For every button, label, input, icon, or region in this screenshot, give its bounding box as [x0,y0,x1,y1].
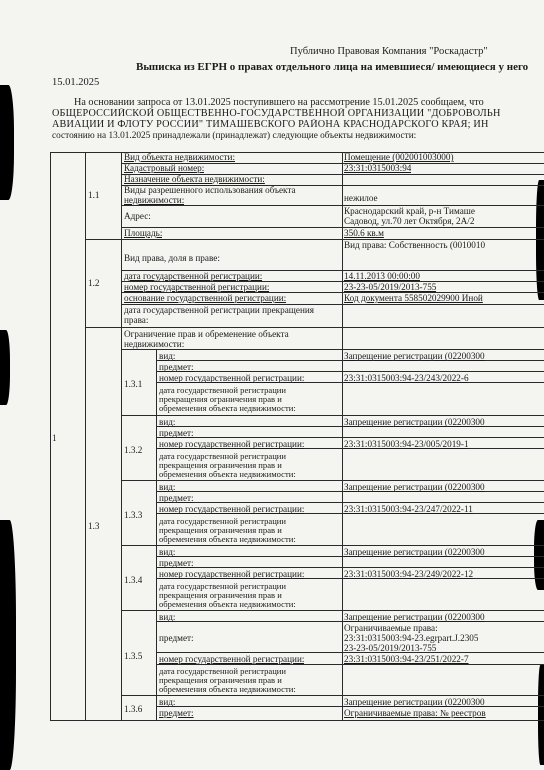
intro-line: АВИАЦИИ И ФЛОТУ РОССИИ" ТИМАШЕВСКОГО РАЙОНА КРАСНОДАРСКОГО КРАЯ; ИН [52,119,489,131]
entry-reg-number-value: 23:31:0315003:94-23/247/2022-11 [344,505,473,514]
entry-reg-number-value: 23:31:0315003:94-23/249/2022-12 [344,570,474,579]
cadastral-label: Кадастровый номер: [124,164,205,173]
table-rule [121,205,544,206]
object-type-value: Помещение (002001003000) [344,153,454,162]
entry-subject-value: Ограничиваемые права: [344,624,438,633]
entry-reg-number-label: номер государственной регистрации: [159,374,305,383]
address-value: Садовод, ул.70 лет Октября, 2А/2 [344,217,475,226]
table-rule [85,152,86,720]
entry-kind-value: Запрещение регистрации (02200300 [344,548,485,557]
entry-number: 1.3.6 [124,705,143,714]
reg-date-value: 14.11.2013 00:00:00 [344,272,420,281]
table-rule [156,502,544,503]
object-type-label: Вид объекта недвижимости: [124,153,235,162]
right-value: Вид права: Собственность (0010010 [344,241,486,250]
table-rule [121,270,544,271]
table-rule [121,349,544,350]
entry-termination-label: обременения объекта недвижимости: [159,685,296,694]
entry-kind-value: Запрещение регистрации (02200300 [344,698,485,707]
reg-date-label: дата государственной регистрации: [124,272,263,281]
entry-kind-value: Запрещение регистрации (02200300 [344,352,485,361]
entry-subject-value: 23-23-05/2019/2013-755 [344,644,437,653]
permitted-use-label: Виды разрешенного использования объекта [124,186,296,195]
table-rule [156,371,544,372]
entry-reg-number-label: номер государственной регистрации: [159,570,305,579]
rights-table [50,152,544,722]
entry-termination-label: обременения объекта недвижимости: [159,404,296,413]
table-rule [121,304,544,305]
intro-line: На основании запроса от 13.01.2025 поступившего на рассмотрение 15.01.2025 сообщаем, что [74,97,484,108]
entry-kind-value: Запрещение регистрации (02200300 [344,613,485,622]
entry-termination-label: дата государственной регистрации [159,667,287,676]
table-rule [121,610,544,611]
intro-line: ОБЩЕРОССИЙСКОЙ ОБЩЕСТВЕННО-ГОСУДАРСТВЕННОЙ ОРГАНИЗАЦИИ "ДОБРОВОЛЬН [52,108,501,120]
entry-subject-value: Ограничиваемые права: № реестров [344,709,486,718]
permitted-use-label: недвижимости: [124,196,185,205]
entry-kind-label: вид: [159,548,176,557]
area-label: Площадь: [124,229,163,238]
entry-termination-label: прекращения ограничения прав и [159,676,282,685]
reg-number-label: номер государственной регистрации: [124,283,270,292]
entry-reg-number-value: 23:31:0315003:94-23/005/2019-1 [344,440,469,449]
entry-termination-label: прекращения ограничения прав и [159,591,282,600]
table-rule [50,152,51,720]
entry-number: 1.3.4 [124,576,143,585]
table-rule [342,152,343,720]
table-rule [85,327,544,328]
scan-shadow-left [0,85,14,200]
entry-kind-label: вид: [159,418,176,427]
document-title: Выписка из ЕГРН о правах отдельного лица на имевшиеся/ имеющиеся у него [136,61,529,73]
termination-label: права: [124,316,149,325]
address-label: Адрес: [124,212,151,221]
right-label: Вид права, доля в праве: [124,254,220,263]
row-number: 1 [52,434,57,443]
entry-kind-label: вид: [159,613,176,622]
entry-number: 1.3.1 [124,380,143,389]
entry-subject-label: предмет: [159,559,194,568]
table-rule [121,227,544,228]
entry-reg-number-value: 23:31:0315003:94-23/251/2022-7 [344,655,469,664]
entry-termination-label: прекращения ограничения прав и [159,461,282,470]
entry-kind-label: вид: [159,483,176,492]
permitted-use-value: нежилое [344,194,378,203]
purpose-label: Назначение объекта недвижимости: [124,175,265,184]
entry-number: 1.3.3 [124,511,143,520]
table-rule [156,695,157,720]
section-number: 1.3 [88,522,100,531]
termination-label: дата государственной регистрации прекращения [124,306,315,315]
section-number: 1.1 [88,191,100,200]
entry-termination-label: дата государственной регистрации [159,517,287,526]
entry-reg-number-label: номер государственной регистрации: [159,655,305,664]
area-value: 350.6 кв.м [344,229,384,238]
table-rule [85,239,544,240]
cadastral-value: 23:31:0315003:94 [344,164,412,173]
table-rule [121,415,544,416]
reg-number-value: 23-23-05/2019/2013-755 [344,283,437,292]
entry-termination-label: прекращения ограничения прав и [159,526,282,535]
scan-shadow-left [0,520,16,770]
entry-termination-label: дата государственной регистрации [159,452,287,461]
table-rule [156,437,544,438]
entry-subject-label: предмет: [159,709,194,718]
entry-termination-label: обременения объекта недвижимости: [159,535,296,544]
section-number: 1.2 [88,279,100,288]
entry-number: 1.3.5 [124,652,143,661]
table-rule [156,567,544,568]
entry-subject-label: предмет: [159,363,194,372]
company-name: Публично Правовая Компания "Роскадастр" [290,46,488,57]
entry-subject-label: предмет: [159,634,194,643]
scan-shadow-left [0,330,10,405]
encumbrance-title: Ограничение прав и обременение объекта [124,330,289,339]
entry-termination-label: дата государственной регистрации [159,582,287,591]
entry-subject-label: предмет: [159,429,194,438]
entry-subject-value: 23:31:0315003:94-23.egrpart.J.2305 [344,634,479,643]
entry-kind-label: вид: [159,352,176,361]
table-rule [121,545,544,546]
entry-termination-label: прекращения ограничения прав и [159,395,282,404]
intro-paragraph [52,97,512,142]
entry-kind-value: Запрещение регистрации (02200300 [344,483,485,492]
entry-termination-label: дата государственной регистрации [159,386,287,395]
document-date: 15.01.2025 [52,77,100,88]
reg-basis-value: Код документа 558502029900 Иной [344,294,483,303]
table-rule [121,695,544,696]
entry-number: 1.3.2 [124,446,143,455]
entry-termination-label: обременения объекта недвижимости: [159,600,296,609]
table-rule [121,480,544,481]
table-rule [50,720,544,721]
entry-kind-value: Запрещение регистрации (02200300 [344,418,485,427]
entry-reg-number-label: номер государственной регистрации: [159,505,305,514]
encumbrance-title: недвижимости: [124,340,185,349]
entry-kind-label: вид: [159,698,176,707]
entry-reg-number-label: номер государственной регистрации: [159,440,305,449]
entry-subject-label: предмет: [159,494,194,503]
entry-termination-label: обременения объекта недвижимости: [159,470,296,479]
entry-reg-number-value: 23:31:0315003:94-23/243/2022-6 [344,374,469,383]
address-value: Краснодарский край, р-н Тимаше [344,207,475,216]
reg-basis-label: основание государственной регистрации: [124,294,287,303]
table-rule [121,152,122,720]
intro-line: состоянию на 13.01.2025 принадлежали (принадлежат) следующие объекты недвижимости: [52,130,417,141]
